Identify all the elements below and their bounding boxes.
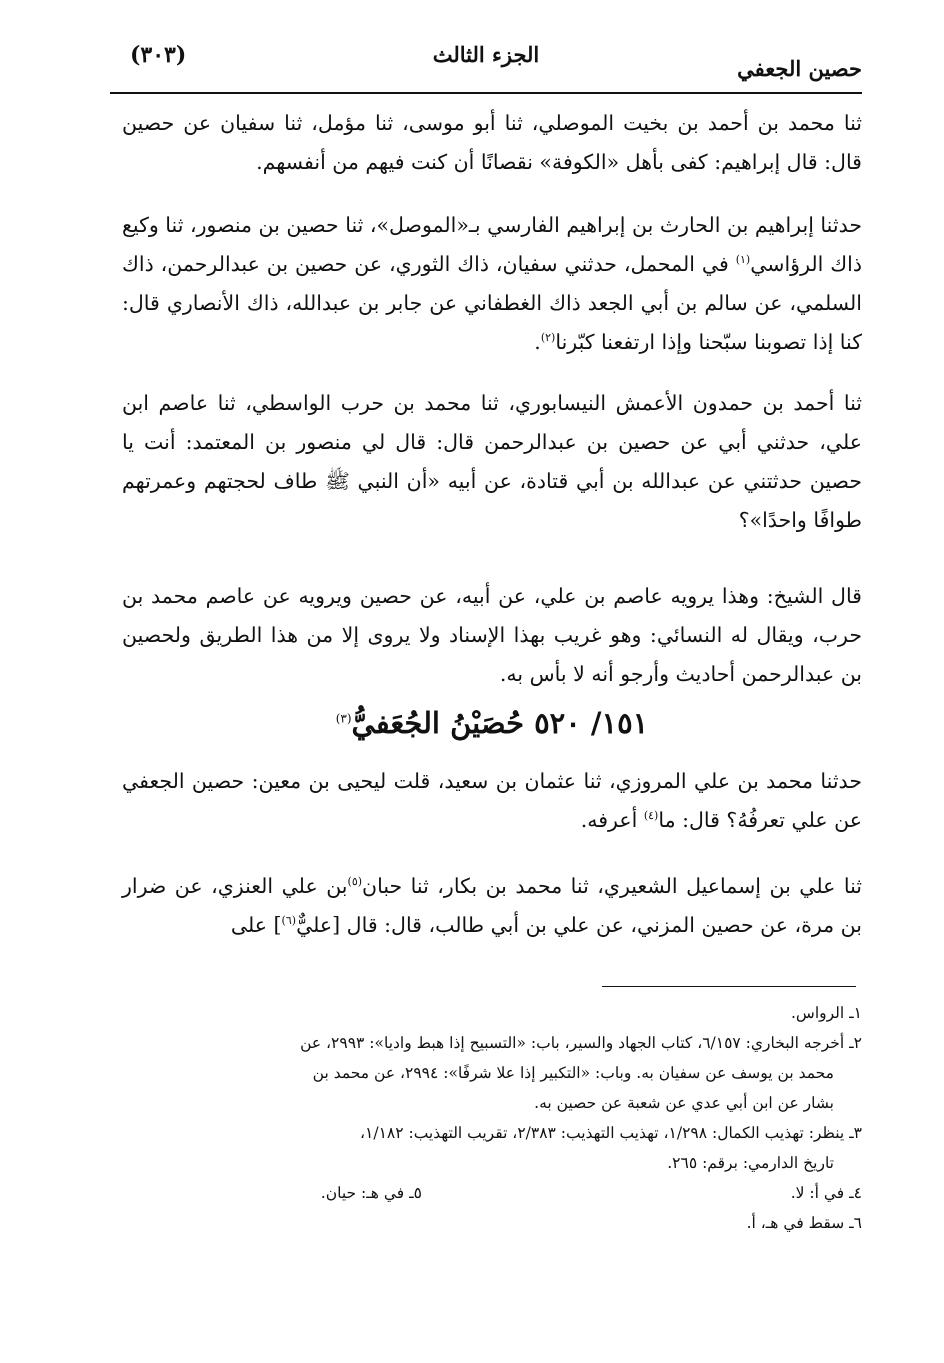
paragraph-5 — [122, 762, 862, 840]
volume-label: الجزء الثالث — [432, 42, 540, 67]
paragraph-6-text-c: ] على — [230, 913, 282, 937]
paragraph-6-text-a: ثنا علي بن إسماعيل الشعيري، ثنا محمد بن بكار، ثنا حبان — [362, 874, 862, 898]
footnote-ref-6[interactable]: (٦) — [281, 914, 297, 928]
footnote-4: ٤ـ في أ: لا. — [790, 1184, 862, 1202]
paragraph-4-text: قال الشيخ: وهذا يرويه عاصم بن علي، عن أبيه، عن حصين ويرويه عن عاصم محمد بن حرب، ويقال له النسائي: وهو غريب بهذا الإسناد ولا يروى إلا من هذا الطريق ولحصين بن عبدالرحمن أحاديث وأرجو أنه لا بأس به. — [122, 584, 862, 686]
footnote-separator — [602, 986, 856, 987]
footnote-2-cont-1: محمد بن يوسف عن سفيان به. وباب: «التكبير إذا علا شرفًا»: ٢٩٩٤، عن محمد بن — [312, 1064, 834, 1082]
footnote-3-cont: تاريخ الدارمي: برقم: ٢٦٥. — [667, 1154, 834, 1172]
paragraph-5-text-a: حدثنا محمد بن علي المروزي، ثنا عثمان بن سعيد، قلت ليحيى بن معين: حصين الجعفي عن علي تعرفُهُ؟ قال: ما — [122, 769, 862, 832]
running-title: حصين الجعفي — [737, 56, 862, 81]
footnote-ref-2[interactable]: (٢) — [540, 331, 556, 345]
footnotes — [100, 998, 862, 1238]
paragraph-2 — [122, 206, 862, 362]
paragraph-3 — [122, 384, 862, 540]
paragraph-2-text-a: حدثنا إبراهيم بن الحارث بن إبراهيم الفارسي بـ«الموصل»، ثنا حصين بن منصور، ثنا وكيع ذاك الرؤاسي — [122, 213, 862, 276]
paragraph-3-text: ثنا أحمد بن حمدون الأعمش النيسابوري، ثنا محمد بن حرب الواسطي، ثنا عاصم ابن علي، حدثني أبي عن حصين بن عبدالرحمن قال: قال لي منصور بن المعتمد: أنت يا حصين حدثتني عن عبدالله بن أبي قتادة، عن أبيه «أن النبي ﷺ طاف لحجتهم وعمرتهم طوافًا واحدًا»؟ — [122, 391, 863, 532]
entry-title: ١٥١/ ٥٢٠ حُصَيْنُ الجُعَفيُّ — [351, 706, 649, 740]
header-rule — [110, 92, 862, 94]
footnote-2-cont-2: بشار عن ابن أبي عدي عن شعبة عن حصين به. — [534, 1094, 834, 1112]
entry-heading — [122, 706, 862, 740]
footnote-ref-5[interactable]: (٥) — [347, 875, 363, 889]
footnote-ref-3[interactable]: (٣) — [335, 711, 352, 726]
paragraph-5-text-b: أعرفه. — [580, 808, 644, 832]
footnote-1: ١ـ الرواس. — [790, 1004, 862, 1022]
footnote-ref-4[interactable]: (٤) — [643, 809, 659, 823]
paragraph-6-text-b: بن علي العنزي، عن ضرار بن مرة، عن حصين المزني، عن علي بن أبي طالب، قال: قال [عليٌّ — [122, 874, 862, 937]
footnote-3: ٣ـ ينظر: تهذيب الكمال: ١/٢٩٨، تهذيب التهذيب: ٢/٣٨٣، تقريب التهذيب: ١/١٨٢، — [360, 1124, 862, 1142]
footnote-2: ٢ـ أخرجه البخاري: ٦/١٥٧، كتاب الجهاد والسير، باب: «التسبيح إذا هبط واديا»: ٢٩٩٣، عن — [300, 1034, 862, 1052]
footnote-ref-1[interactable]: (١) — [735, 253, 751, 267]
footnote-5: ٥ـ في هـ: حيان. — [320, 1184, 422, 1202]
footnote-row-4-5 — [100, 1178, 862, 1208]
paragraph-4 — [122, 577, 862, 694]
page-number: (٣٠٣) — [130, 42, 187, 68]
footnote-6: ٦ـ سقط في هـ، أ. — [746, 1214, 862, 1232]
paragraph-1 — [122, 104, 862, 182]
page-header — [110, 28, 862, 98]
paragraph-2-text-c: . — [534, 330, 541, 354]
paragraph-6 — [122, 867, 862, 945]
paragraph-1-text: ثنا محمد بن أحمد بن بخيت الموصلي، ثنا أبو موسى، ثنا مؤمل، ثنا سفيان عن حصين قال: قال إبراهيم: كفى بأهل «الكوفة» نقصانًا أن كنت فيهم من أنفسهم. — [122, 111, 862, 174]
paragraph-2-text-b: في المحمل، حدثني سفيان، ذاك الثوري، عن حصين بن عبدالرحمن، ذاك السلمي، عن سالم بن أبي الجعد ذاك الغطفاني عن جابر بن عبدالله، ذاك الأنصاري قال: كنا إذا تصوبنا سبّحنا وإذا ارتفعنا كبّرنا — [122, 252, 862, 354]
